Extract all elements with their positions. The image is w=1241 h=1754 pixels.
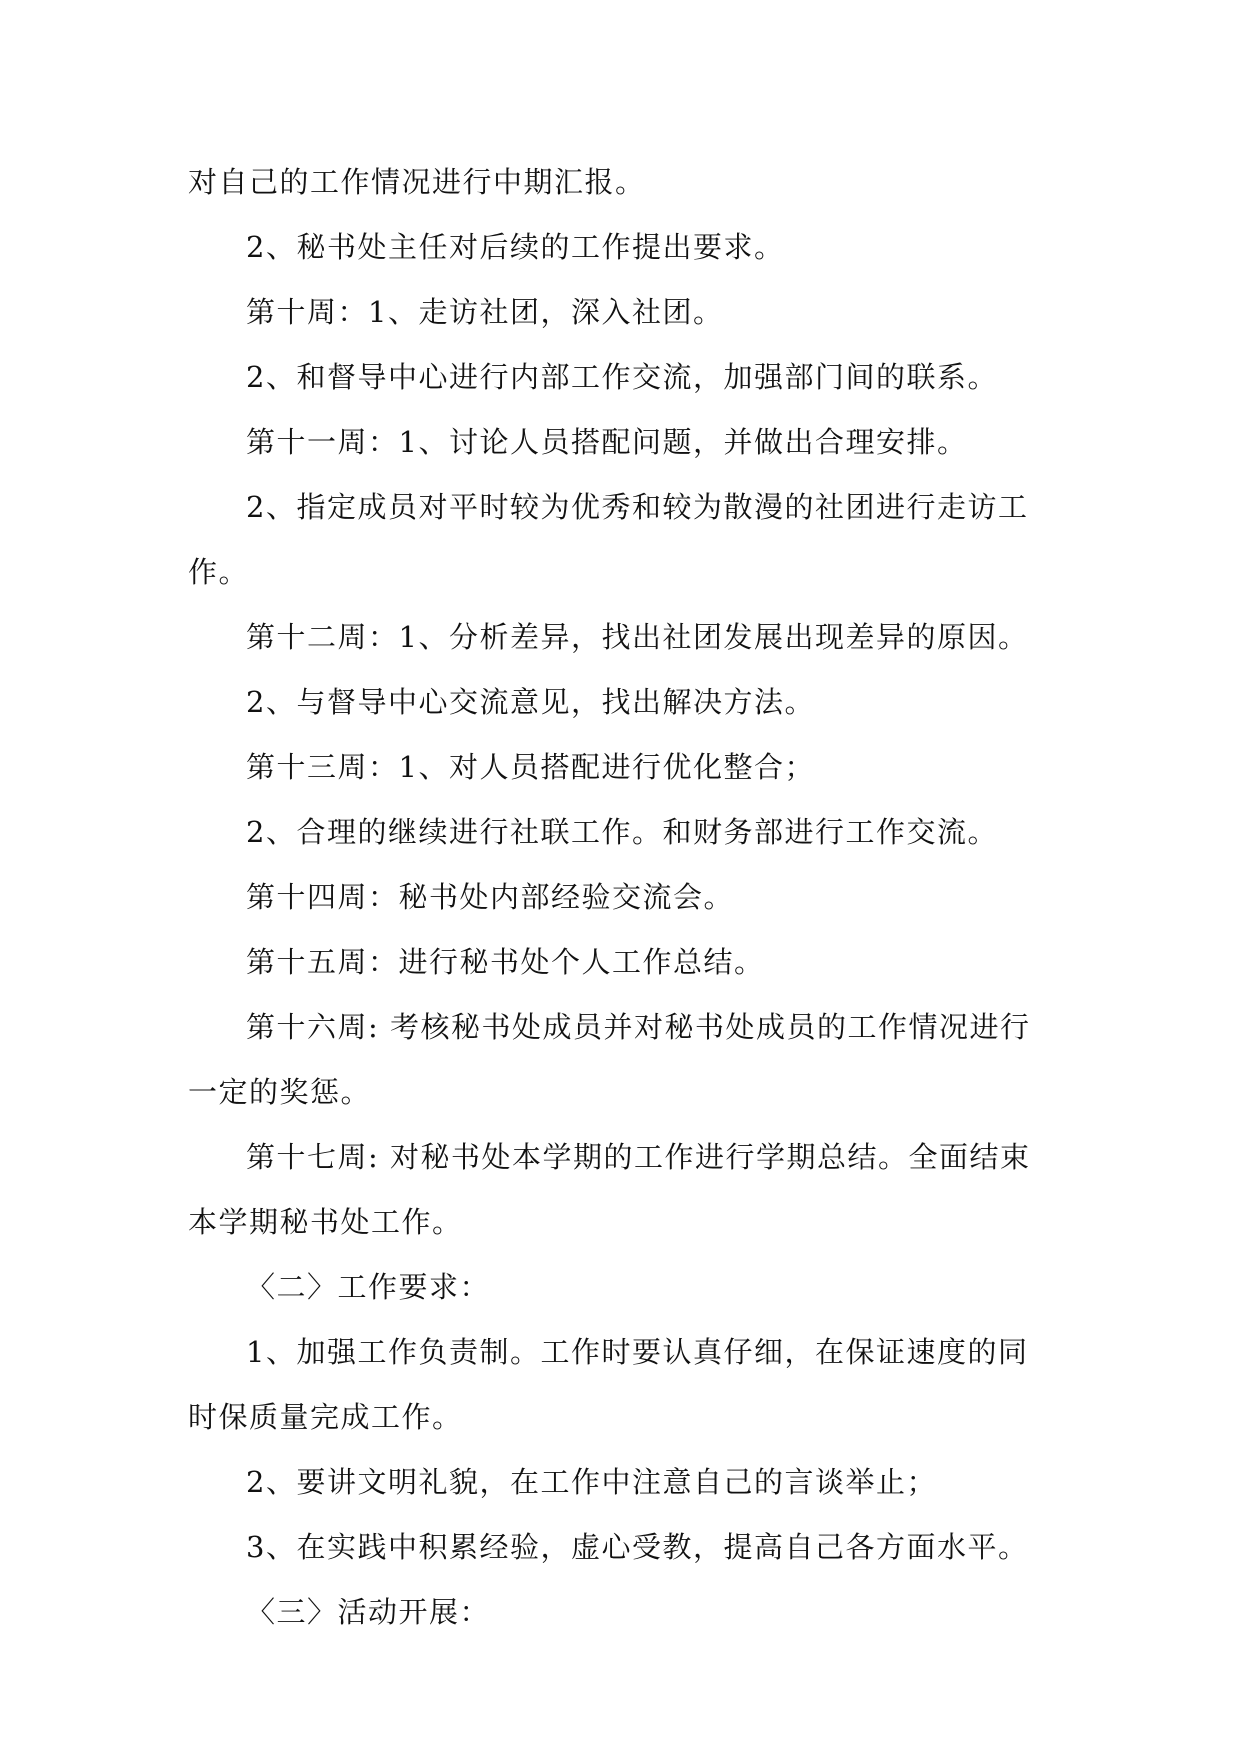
- paragraph: 第十三周：1、对人员搭配进行优化整合；: [246, 750, 815, 784]
- paragraph: 2、要讲文明礼貌，在工作中注意自己的言谈举止；: [246, 1465, 937, 1499]
- paragraph: 第十四周：秘书处内部经验交流会。: [246, 880, 735, 914]
- paragraph: 2、和督导中心进行内部工作交流，加强部门间的联系。: [246, 360, 998, 394]
- paragraph: 对自己的工作情况进行中期汇报。: [188, 165, 646, 199]
- paragraph: 第十五周：进行秘书处个人工作总结。: [246, 945, 765, 979]
- paragraph: 2、与督导中心交流意见，找出解决方法。: [246, 685, 815, 719]
- document-body: [188, 150, 1058, 1645]
- paragraph: 第十周：1、走访社团，深入社团。: [246, 295, 724, 329]
- paragraph: 第十七周: 对秘书处本学期的工作进行学期总结。全面结束本学期秘书处工作。: [188, 1140, 1031, 1239]
- paragraph: 第十六周: 考核秘书处成员并对秘书处成员的工作情况进行一定的奖惩。: [188, 1010, 1031, 1109]
- paragraph: 第十一周：1、讨论人员搭配问题，并做出合理安排。: [246, 425, 968, 459]
- paragraph: 2、合理的继续进行社联工作。和财务部进行工作交流。: [246, 815, 998, 849]
- paragraph: 2、秘书处主任对后续的工作提出要求。: [246, 230, 785, 264]
- section-heading: 〈二〉工作要求：: [246, 1270, 491, 1304]
- paragraph: 1、加强工作负责制。工作时要认真仔细，在保证速度的同时保质量完成工作。: [188, 1335, 1029, 1434]
- paragraph: 3、在实践中积累经验，虚心受教，提高自己各方面水平。: [246, 1530, 1029, 1564]
- paragraph: 2、指定成员对平时较为优秀和较为散漫的社团进行走访工作。: [188, 490, 1029, 589]
- section-heading: 〈三〉活动开展：: [246, 1595, 491, 1629]
- paragraph: 第十二周：1、分析差异，找出社团发展出现差异的原因。: [246, 620, 1029, 654]
